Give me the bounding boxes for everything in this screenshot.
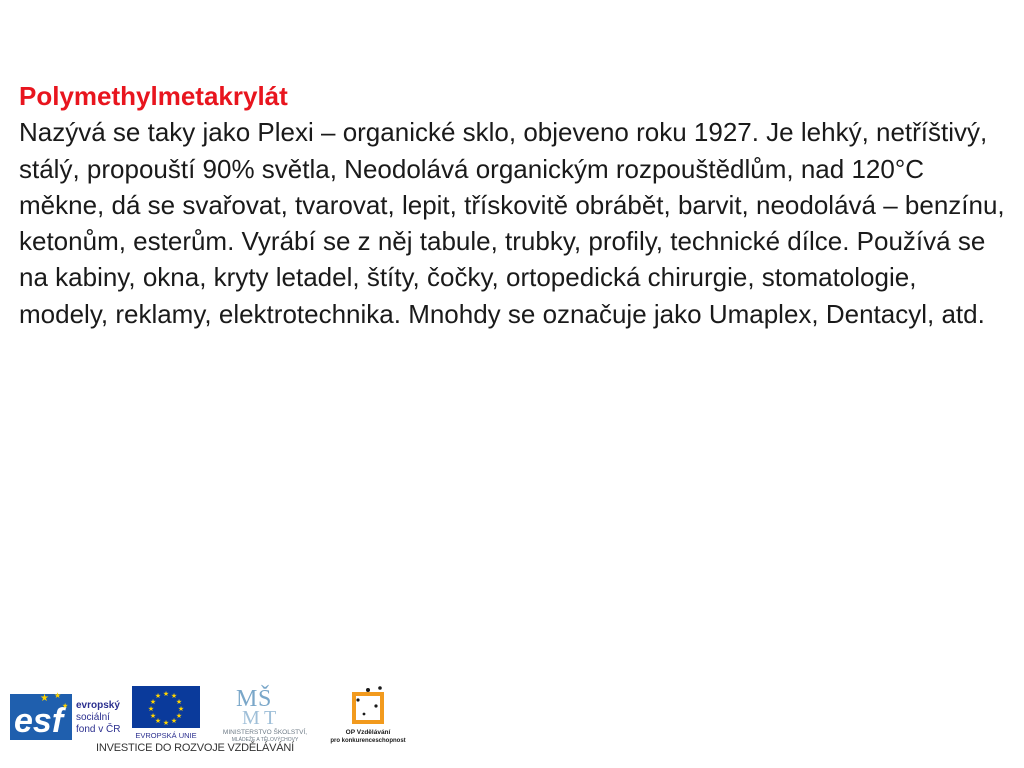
svg-text:★: ★ xyxy=(149,699,157,706)
eu-label: EVROPSKÁ UNIE xyxy=(135,731,197,740)
svg-text:★: ★ xyxy=(170,718,178,725)
svg-text:★: ★ xyxy=(149,713,157,720)
esf-label-line1: evropský xyxy=(76,700,120,711)
svg-text:M: M xyxy=(236,686,258,712)
svg-text:T: T xyxy=(264,707,277,729)
slide-title: Polymethylmetakrylát xyxy=(19,81,288,111)
esf-label-line3: fond v ČR xyxy=(76,724,121,735)
svg-text:★: ★ xyxy=(175,713,183,720)
op-label-line1: OP Vzdělávání xyxy=(345,729,391,736)
svg-text:★: ★ xyxy=(40,693,49,704)
svg-text:★: ★ xyxy=(62,703,69,710)
svg-text:esf: esf xyxy=(14,702,64,740)
svg-text:★: ★ xyxy=(154,693,162,700)
investment-strip: INVESTICE DO ROZVOJE VZDĚLÁVÁNÍ xyxy=(96,742,294,754)
op-vzdelavani-logo xyxy=(328,684,408,744)
msmt-logo xyxy=(206,682,324,742)
svg-text:★: ★ xyxy=(154,718,162,725)
msmt-label-line2: MLÁDEŽE A TĚLOVÝCHOVY xyxy=(231,737,299,742)
svg-text:★: ★ xyxy=(170,693,178,700)
footer-logo-bar xyxy=(10,682,410,762)
slide-content xyxy=(19,78,1009,332)
svg-text:★: ★ xyxy=(54,691,62,700)
op-label-line2: pro konkurenceschopnost xyxy=(330,738,406,744)
svg-text:★: ★ xyxy=(147,706,155,713)
svg-text:Š: Š xyxy=(258,686,272,712)
esf-label-line2: sociální xyxy=(76,712,110,723)
slide-body-text: Nazývá se taky jako Plexi – organické sklo, objeveno roku 1927. Je lehký, netříštivý, stálý, propouští 90% světla, Neodolává organickým rozpouštědlům, nad 120°C měkne, dá se svařovat, tvarovat, lepit, třískovitě obrábět, barvit, neodolává – benzínu, ketonům, esterům. Vyrábí se z něj tabule, trubky, profily, technické dílce. Používá se na kabiny, okna, kryty letadel, štíty, čočky, ortopedická chirurgie, stomatologie, modely, reklamy, elektrotechnika. Mnohdy se označuje jako Umaplex, Dentacyl, atd. xyxy=(19,117,1005,329)
svg-text:M: M xyxy=(242,707,260,729)
svg-text:★: ★ xyxy=(162,691,170,698)
esf-logo xyxy=(10,686,122,740)
svg-text:★: ★ xyxy=(177,706,185,713)
svg-text:★: ★ xyxy=(162,720,170,727)
svg-text:★: ★ xyxy=(175,699,183,706)
eu-flag-logo xyxy=(132,686,200,740)
msmt-label-line1: MINISTERSTVO ŠKOLSTVÍ, xyxy=(222,729,308,736)
